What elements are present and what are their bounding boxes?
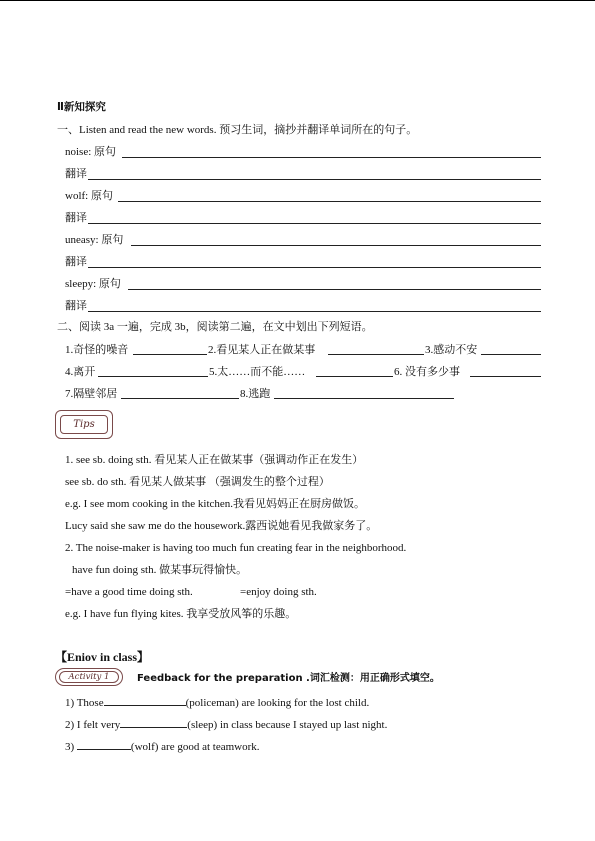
row-noise-label: noise: 原句 (65, 146, 117, 158)
answer-line-sleepy[interactable] (128, 289, 541, 290)
answer-line-noise-translation[interactable] (88, 179, 541, 180)
row-wolf-translation-label: 翻译 (65, 212, 87, 224)
answer-line-wolf-translation[interactable] (88, 223, 541, 224)
phrase-blank-4[interactable] (98, 376, 208, 377)
phrase-item-2: 2.看见某人正在做某事 (208, 344, 316, 356)
question-3-prefix: 3) (65, 741, 75, 753)
answer-line-sleepy-translation[interactable] (88, 311, 541, 312)
row-sleepy-label: sleepy: 原句 (65, 278, 121, 290)
tip-line-4: Lucy said she saw me do the housework.露西说她看见我做家务了。 (65, 520, 378, 532)
activity-title: Feedback for the preparation .词汇检测：用正确形式填空。 (137, 673, 440, 684)
row-sleepy-translation-label: 翻译 (65, 300, 87, 312)
phrase-item-6: 6. 没有多少事 (394, 366, 460, 378)
part2-heading: 二、阅读 3a 一遍，完成 3b，阅读第二遍，在文中划出下列短语。 (57, 321, 373, 333)
question-2-blank[interactable] (120, 717, 187, 728)
phrase-item-4: 4.离开 (65, 366, 96, 378)
question-3 (65, 739, 260, 754)
row-uneasy-label: uneasy: 原句 (65, 234, 124, 246)
phrase-item-7: 7.隔壁邻居 (65, 388, 118, 400)
phrase-blank-2[interactable] (328, 354, 424, 355)
question-3-blank[interactable] (77, 739, 131, 750)
phrase-blank-3[interactable] (481, 354, 541, 355)
phrase-blank-6[interactable] (470, 376, 541, 377)
tip-line-2: see sb. do sth. 看见某人做某事 （强调发生的整个过程） (65, 476, 330, 488)
question-2-prefix: 2) I felt very (65, 719, 121, 731)
answer-line-uneasy-translation[interactable] (88, 267, 541, 268)
question-2-suffix: (sleep) in class because I stayed up last night. (187, 719, 388, 731)
question-1-suffix: (policeman) are looking for the lost child. (185, 697, 370, 709)
answer-line-wolf[interactable] (118, 201, 541, 202)
phrase-item-1: 1.奇怪的噪音 (65, 344, 129, 356)
row-wolf-label: wolf: 原句 (65, 190, 113, 202)
question-3-suffix: (wolf) are good at teamwork. (130, 741, 260, 753)
tip-line-1: 1. see sb. doing sth. 看见某人正在做某事（强调动作正在发生） (65, 454, 364, 466)
phrase-item-3: 3.感动不安 (425, 344, 478, 356)
phrase-blank-1[interactable] (133, 354, 207, 355)
question-1-blank[interactable] (104, 695, 186, 706)
tip-line-3: e.g. I see mom cooking in the kitchen.我看见妈妈正在厨房做饭。 (65, 498, 366, 510)
question-1-prefix: 1) Those (65, 697, 104, 709)
part1-heading: 一、Listen and read the new words. 预习生词，摘抄并翻译单词所在的句子。 (57, 124, 418, 136)
tip-line-6: have fun doing sth. 做某事玩得愉快。 (72, 564, 248, 576)
enjoy-heading: 【Eniov in class】 (55, 650, 150, 664)
tips-label: Tips (60, 415, 108, 434)
question-2 (65, 717, 387, 732)
phrase-blank-8[interactable] (274, 398, 454, 399)
activity-label: Activity 1 (59, 671, 119, 683)
tip-line-7: =have a good time doing sth. (65, 586, 193, 598)
phrase-item-8: 8.逃跑 (240, 388, 271, 400)
tip-line-8: =enjoy doing sth. (240, 586, 317, 598)
answer-line-noise[interactable] (122, 157, 541, 158)
question-1 (65, 695, 369, 710)
row-uneasy-translation-label: 翻译 (65, 256, 87, 268)
top-rule (0, 0, 595, 1)
tip-line-5: 2. The noise-maker is having too much fun creating fear in the neighborhood. (65, 542, 407, 554)
tip-line-9: e.g. I have fun flying kites. 我享受放风筝的乐趣。 (65, 608, 297, 620)
phrase-item-5: 5.太……而不能…… (209, 366, 306, 378)
phrase-blank-7[interactable] (121, 398, 239, 399)
section-title: Ⅱ新知探究 (57, 101, 106, 113)
row-noise-translation-label: 翻译 (65, 168, 87, 180)
answer-line-uneasy[interactable] (131, 245, 541, 246)
activity-badge (55, 668, 123, 686)
phrase-blank-5[interactable] (316, 376, 393, 377)
tips-badge (55, 410, 113, 439)
